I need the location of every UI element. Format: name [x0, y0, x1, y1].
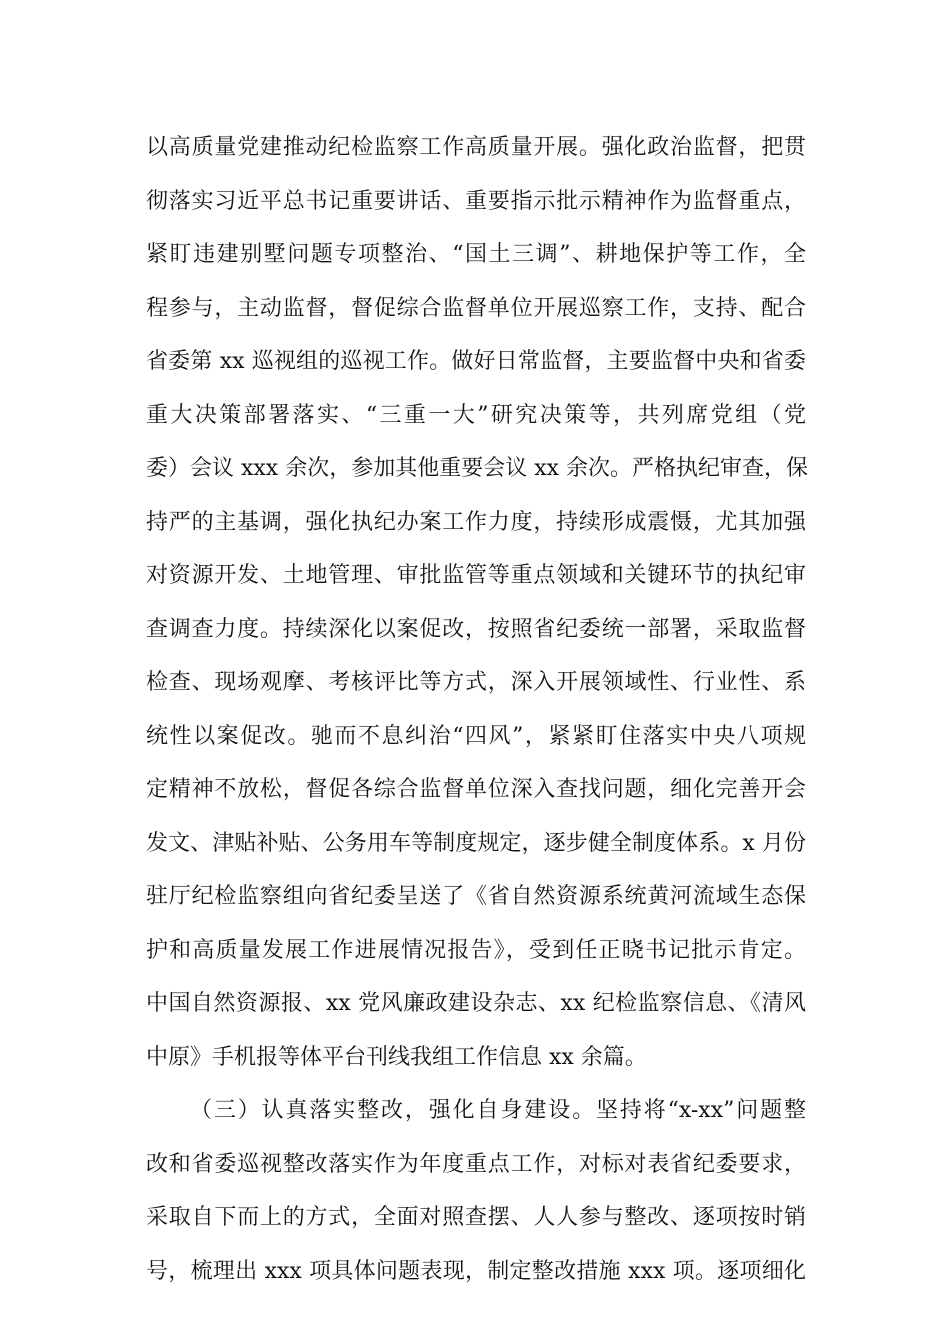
- text-line: 统性以案促改。驰而不息纠治“四风”，紧紧盯住落实中央八项规: [146, 723, 806, 749]
- text-line: 号，梳理出 xxx 项具体问题表现，制定整改措施 xxx 项。逐项细化: [146, 1258, 806, 1284]
- section-heading-line: （三）认真落实整改，强化自身建设。坚持将“x-xx”问题整: [190, 1098, 806, 1123]
- text-line: 检查、现场观摩、考核评比等方式，深入开展领域性、行业性、系: [146, 670, 806, 695]
- text-line: 驻厅纪检监察组向省纪委呈送了《省自然资源系统黄河流域生态保: [146, 884, 806, 909]
- text-line: 彻落实习近平总书记重要讲话、重要指示批示精神作为监督重点，: [146, 188, 806, 214]
- body-text: [146, 128, 809, 1305]
- text-line: 采取自下而上的方式，全面对照查摆、人人参与整改、逐项按时销: [146, 1205, 806, 1230]
- text-line: 省委第 xx 巡视组的巡视工作。做好日常监督，主要监督中央和省委: [146, 349, 806, 374]
- text-line: 委）会议 xxx 余次，参加其他重要会议 xx 余次。严格执纪审查，保: [146, 456, 809, 481]
- text-line: 定精神不放松，督促各综合监督单位深入查找问题，细化完善开会: [146, 777, 806, 802]
- text-line: 对资源开发、土地管理、审批监管等重点领域和关键环节的执纪审: [146, 563, 806, 588]
- text-line: 持严的主基调，强化执纪办案工作力度，持续形成震慑，尤其加强: [146, 509, 806, 535]
- text-line: 重大决策部署落实、“三重一大”研究决策等，共列席党组（党: [146, 402, 806, 428]
- text-line: 以高质量党建推动纪检监察工作高质量开展。强化政治监督，把贯: [146, 135, 806, 160]
- text-line: 改和省委巡视整改落实作为年度重点工作，对标对表省纪委要求，: [146, 1151, 806, 1177]
- paragraph-end-line: 中原》手机报等体平台刊线我组工作信息 xx 余篇。: [146, 1044, 647, 1070]
- text-line: 护和高质量发展工作进展情况报告》，受到任正晓书记批示肯定。: [146, 937, 806, 963]
- text-line: 发文、津贴补贴、公务用车等制度规定，逐步健全制度体系。x 月份: [146, 830, 806, 856]
- text-line: 程参与，主动监督，督促综合监督单位开展巡察工作，支持、配合: [146, 295, 806, 321]
- text-line: 查调查力度。持续深化以案促改，按照省纪委统一部署，采取监督: [146, 616, 806, 642]
- text-line: 中国自然资源报、xx 党风廉政建设杂志、xx 纪检监察信息、《清风: [146, 991, 806, 1016]
- text-line: 紧盯违建别墅问题专项整治、“国土三调”、耕地保护等工作，全: [146, 242, 806, 267]
